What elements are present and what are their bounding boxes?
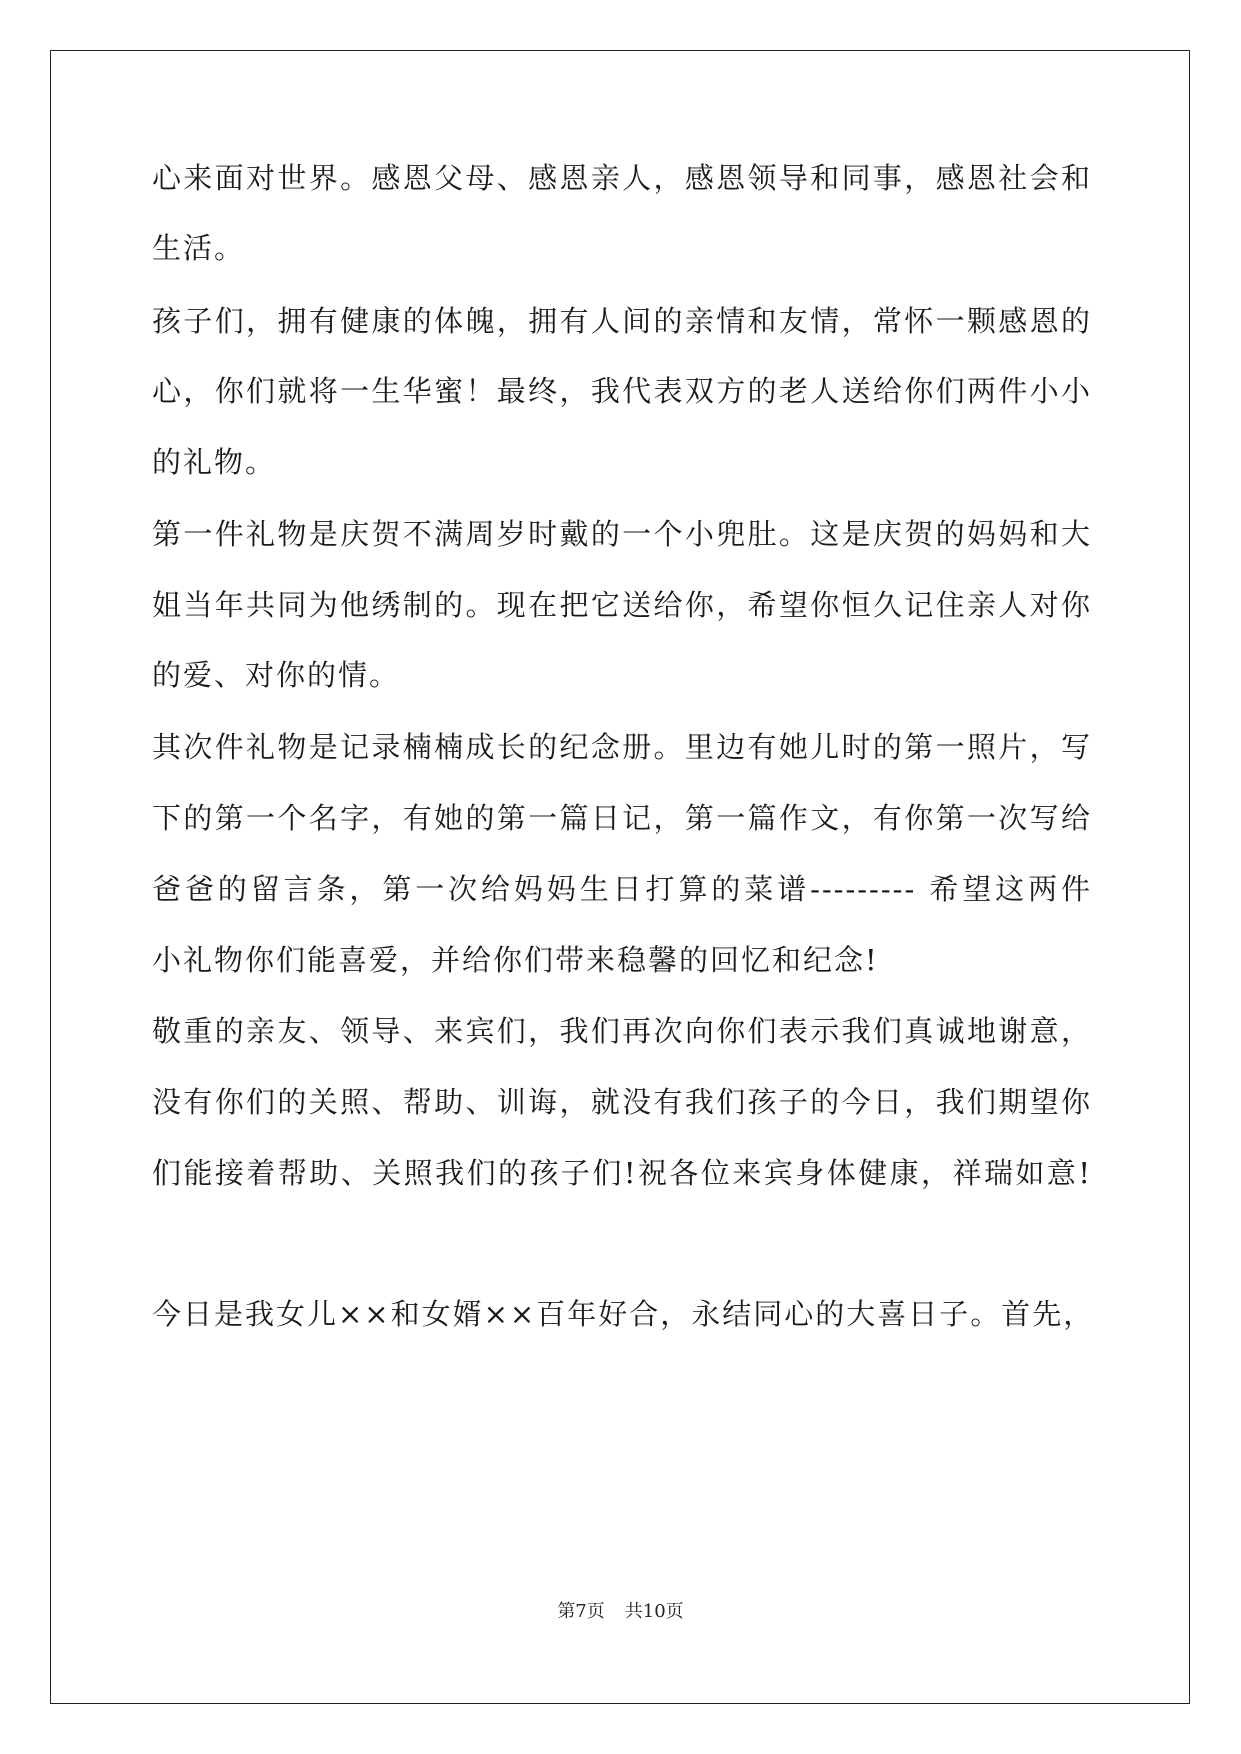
text-line-9: 其次件礼物是记录楠楠成长的纪念册。里边有她儿时的第一照片，写 — [152, 730, 1092, 764]
text-line-16: 今日是我女儿××和女婿××百年好合，永结同心的大喜日子。首先， — [152, 1297, 1095, 1331]
text-line-11: 爸爸的留言条，第一次给妈妈生日打算的菜谱--------- 希望这两件 — [152, 872, 1092, 906]
text-line-14: 没有你们的关照、帮助、训诲，就没有我们孩子的今日，我们期望你 — [152, 1085, 1092, 1119]
text-line-15: 们能接着帮助、关照我们的孩子们!祝各位来宾身体健康，祥瑞如意! — [152, 1156, 1092, 1190]
text-line-8: 的爱、对你的情。 — [152, 658, 401, 692]
text-line-5: 的礼物。 — [152, 445, 277, 479]
text-line-3: 孩子们，拥有健康的体魄，拥有人间的亲情和友情，常怀一颗感恩的 — [152, 304, 1092, 338]
page-number: 第7页 — [557, 1601, 605, 1622]
text-line-4: 心，你们就将一生华蜜！最终，我代表双方的老人送给你们两件小小 — [152, 374, 1092, 408]
page-total: 共10页 — [624, 1601, 684, 1622]
page-footer — [0, 1597, 1241, 1623]
text-line-1: 心来面对世界。感恩父母、感恩亲人，感恩领导和同事，感恩社会和 — [152, 161, 1092, 195]
text-line-10: 下的第一个名字，有她的第一篇日记，第一篇作文，有你第一次写给 — [152, 801, 1092, 835]
text-line-6: 第一件礼物是庆贺不满周岁时戴的一个小兜肚。这是庆贺的妈妈和大 — [152, 517, 1092, 551]
text-line-13: 敬重的亲友、领导、来宾们，我们再次向你们表示我们真诚地谢意， — [152, 1014, 1092, 1048]
text-line-2: 生活。 — [152, 231, 246, 265]
text-line-7: 姐当年共同为他绣制的。现在把它送给你，希望你恒久记住亲人对你 — [152, 588, 1092, 622]
text-line-12: 小礼物你们能喜爱，并给你们带来稳馨的回忆和纪念! — [152, 943, 879, 977]
